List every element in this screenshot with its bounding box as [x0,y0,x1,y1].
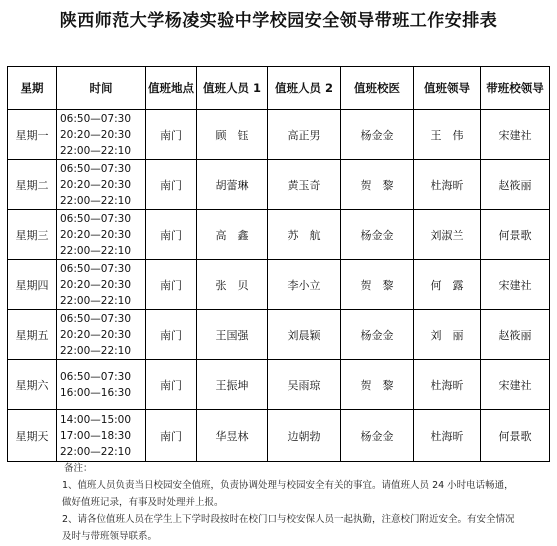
day-cell: 星期三 [8,210,57,260]
doctor-cell: 杨金金 [341,310,414,360]
doctor-cell: 杨金金 [341,410,414,462]
school-leader-cell: 赵筱丽 [481,160,550,210]
leader-cell: 刘 丽 [414,310,481,360]
leader-cell: 刘淑兰 [414,210,481,260]
day-cell: 星期二 [8,160,57,210]
school-leader-cell: 赵筱丽 [481,310,550,360]
staff2-cell: 李小立 [268,260,341,310]
note-item: 2、请各位值班人员在学生上下学时段按时在校门口与校安保人员一起执勤，注意校门附近安全。有安全情况及时与带班领导联系。 [62,514,515,542]
time-cell [57,360,146,410]
doctor-cell: 贺 黎 [341,160,414,210]
table-row [8,310,550,360]
staff2-cell: 吴雨琼 [268,360,341,410]
leader-cell: 杜海昕 [414,410,481,462]
time-slot: 20:20—20:30 [60,228,132,241]
day-cell: 星期六 [8,360,57,410]
staff2-cell: 高正男 [268,110,341,160]
place-cell: 南门 [146,110,197,160]
staff2-cell: 边朝勃 [268,410,341,462]
time-cell [57,210,146,260]
time-slot: 06:50—07:30 [60,370,132,383]
time-slot: 20:20—20:30 [60,328,132,341]
table-row [8,160,550,210]
time-slot: 06:50—07:30 [60,262,132,275]
leader-cell: 王 伟 [414,110,481,160]
time-slot: 06:50—07:30 [60,112,132,125]
day-cell: 星期一 [8,110,57,160]
time-slot: 20:20—20:30 [60,278,132,291]
leader-cell: 杜海昕 [414,360,481,410]
school-leader-cell: 宋建社 [481,110,550,160]
time-slot: 22:00—22:10 [60,445,132,458]
school-leader-cell: 宋建社 [481,260,550,310]
header-place: 值班地点 [146,67,197,110]
leader-cell: 杜海昕 [414,160,481,210]
time-slot: 20:20—20:30 [60,178,132,191]
staff1-cell: 高 鑫 [197,210,268,260]
header-staff2: 值班人员 2 [268,67,341,110]
doctor-cell: 贺 黎 [341,360,414,410]
note-item: 1、值班人员负责当日校园安全值班，负责协调处理与校园安全有关的事宜。请值班人员 24 小时电话畅通，做好值班记录，有事及时处理并上报。 [62,480,514,508]
time-cell [57,160,146,210]
school-leader-cell: 何景歌 [481,210,550,260]
time-slot: 06:50—07:30 [60,212,132,225]
doctor-cell: 贺 黎 [341,260,414,310]
staff1-cell: 王国强 [197,310,268,360]
place-cell: 南门 [146,360,197,410]
time-slot: 22:00—22:10 [60,144,132,157]
notes-section [62,460,522,545]
time-slot: 17:00—18:30 [60,429,132,442]
school-leader-cell: 宋建社 [481,360,550,410]
place-cell: 南门 [146,260,197,310]
table-row [8,410,550,462]
header-school-leader: 带班校领导 [481,67,550,110]
place-cell: 南门 [146,210,197,260]
time-slot: 22:00—22:10 [60,244,132,257]
table-row [8,360,550,410]
time-slot: 22:00—22:10 [60,194,132,207]
header-doctor: 值班校医 [341,67,414,110]
staff1-cell: 顾 钰 [197,110,268,160]
staff2-cell: 苏 航 [268,210,341,260]
table-header-row [8,67,550,110]
time-cell [57,410,146,462]
day-cell: 星期天 [8,410,57,462]
table-row [8,260,550,310]
place-cell: 南门 [146,160,197,210]
staff2-cell: 黄玉奇 [268,160,341,210]
header-day: 星期 [8,67,57,110]
table-row [8,210,550,260]
place-cell: 南门 [146,310,197,360]
time-slot: 20:20—20:30 [60,128,132,141]
time-cell [57,260,146,310]
time-slot: 22:00—22:10 [60,344,132,357]
header-leader: 值班领导 [414,67,481,110]
leader-cell: 何 露 [414,260,481,310]
header-time: 时间 [57,67,146,110]
staff2-cell: 刘晨颖 [268,310,341,360]
time-cell [57,310,146,360]
time-slot: 06:50—07:30 [60,312,132,325]
doctor-cell: 杨金金 [341,210,414,260]
duty-schedule-table [7,66,550,462]
staff1-cell: 王振坤 [197,360,268,410]
school-leader-cell: 何景歌 [481,410,550,462]
time-slot: 22:00—22:10 [60,294,132,307]
day-cell: 星期四 [8,260,57,310]
time-slot: 14:00—15:00 [60,413,132,426]
time-slot: 06:50—07:30 [60,162,132,175]
place-cell: 南门 [146,410,197,462]
staff1-cell: 张 贝 [197,260,268,310]
notes-label: 备注： [64,463,93,474]
staff1-cell: 华昱林 [197,410,268,462]
page-title: 陕西师范大学杨凌实验中学校园安全领导带班工作安排表 [59,11,498,31]
time-slot: 16:00—16:30 [60,386,132,399]
time-cell [57,110,146,160]
day-cell: 星期五 [8,310,57,360]
header-staff1: 值班人员 1 [197,67,268,110]
table-row [8,110,550,160]
doctor-cell: 杨金金 [341,110,414,160]
staff1-cell: 胡蕾琳 [197,160,268,210]
